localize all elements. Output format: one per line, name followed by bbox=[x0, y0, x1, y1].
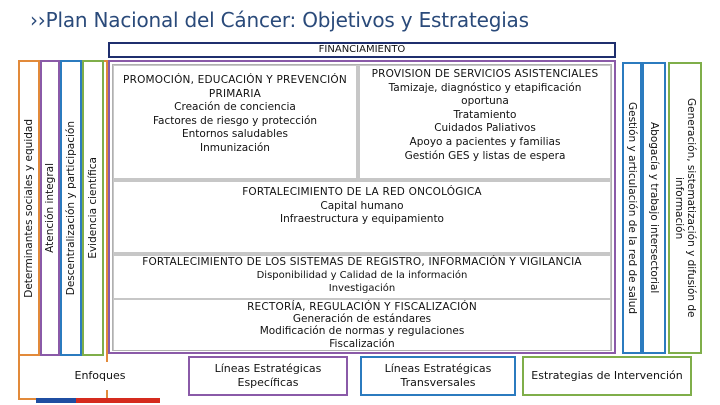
red-item: Capital humano bbox=[320, 199, 404, 212]
enfoques-label-text: Enfoques bbox=[74, 369, 126, 382]
enfoques-label bbox=[60, 362, 140, 390]
enfoque-descentralizacion bbox=[60, 60, 82, 356]
especificas-label-1: Líneas Estratégicas bbox=[214, 362, 322, 375]
sistemas-heading-text: FORTALECIMIENTO DE LOS SISTEMAS DE REGISTRO, INFORMACIÓN Y VIGILANCIA bbox=[142, 256, 582, 268]
provision-item: Apoyo a pacientes y familias bbox=[409, 135, 561, 148]
sistemas-item: Investigación bbox=[328, 283, 396, 294]
promocion-item: Creación de conciencia bbox=[174, 101, 296, 114]
red-item: Infraestructura y equipamiento bbox=[279, 213, 444, 226]
transversales-label-2: Transversales bbox=[400, 376, 476, 389]
transversal-abogacia-label: Abogacía y trabajo intersectorial bbox=[648, 122, 660, 294]
intervencion-line-1: Generación, sistematización y difusión de bbox=[685, 98, 697, 318]
rectoria-item: Modificación de normas y regulaciones bbox=[259, 325, 465, 338]
promocion-item: Factores de riesgo y protección bbox=[152, 114, 318, 127]
transversal-gestion bbox=[622, 62, 642, 354]
rectoria-heading: RECTORÍA, REGULACIÓN Y FISCALIZACIÓN bbox=[247, 301, 477, 313]
intervencion-generacion-label bbox=[673, 98, 697, 318]
enfoque-determinantes-label: Determinantes sociales y equidad bbox=[23, 118, 35, 298]
panel-red-oncologica bbox=[114, 182, 610, 252]
intervencion-label bbox=[522, 356, 692, 396]
transversales-label bbox=[360, 356, 516, 396]
provision-item: Gestión GES y listas de espera bbox=[404, 149, 566, 162]
enfoque-evidencia bbox=[82, 60, 104, 356]
provision-heading: PROVISION DE SERVICIOS ASISTENCIALES bbox=[371, 68, 599, 80]
panel-provision bbox=[360, 66, 610, 178]
transversal-abogacia bbox=[642, 62, 666, 354]
financiamiento-bar: FINANCIAMIENTO bbox=[108, 42, 616, 58]
enfoque-evidencia-label: Evidencia científica bbox=[87, 157, 99, 259]
rectoria-item: Fiscalización bbox=[329, 337, 395, 350]
provision-item: Cuidados Paliativos bbox=[434, 122, 536, 135]
provision-item: Tratamiento bbox=[453, 108, 517, 121]
promocion-heading-1: PROMOCIÓN, EDUCACIÓN Y PREVENCIÓN bbox=[123, 74, 347, 86]
transversales-label-1: Líneas Estratégicas bbox=[384, 362, 492, 375]
transversal-gestion-label: Gestión y articulación de la red de salud bbox=[626, 101, 638, 315]
promocion-item: Entornos saludables bbox=[182, 128, 288, 141]
especificas-label bbox=[188, 356, 348, 396]
intervencion-line-2: información bbox=[673, 176, 685, 240]
intervencion-label-text: Estrategias de Intervención bbox=[531, 369, 683, 382]
promocion-heading-2: PRIMARIA bbox=[208, 87, 262, 100]
provision-item: Tamizaje, diagnóstico y etapificación bbox=[388, 81, 582, 94]
especificas-label-2: Específicas bbox=[237, 376, 299, 389]
panel-promocion bbox=[114, 66, 356, 178]
enfoque-atencion bbox=[40, 60, 60, 356]
flag-blue-swatch bbox=[36, 398, 76, 403]
sistemas-item: Disponibilidad y Calidad de la información bbox=[256, 270, 468, 281]
red-heading: FORTALECIMIENTO DE LA RED ONCOLÓGICA bbox=[242, 186, 482, 198]
enfoque-determinantes bbox=[18, 60, 40, 356]
rectoria-item: Generación de estándares bbox=[292, 313, 432, 326]
provision-item: oportuna bbox=[461, 95, 509, 108]
flag-red-swatch bbox=[76, 398, 160, 403]
enfoque-descentralizacion-label: Descentralización y participación bbox=[65, 120, 77, 296]
page-title: ››Plan Nacional del Cáncer: Objetivos y Estrategias bbox=[30, 8, 529, 32]
panel-sistemas-full bbox=[114, 256, 610, 298]
panel-rectoria bbox=[114, 300, 610, 350]
intervencion-generacion bbox=[668, 62, 702, 354]
promocion-item: Inmunización bbox=[200, 141, 270, 154]
enfoque-atencion-label: Atención integral bbox=[44, 163, 56, 253]
